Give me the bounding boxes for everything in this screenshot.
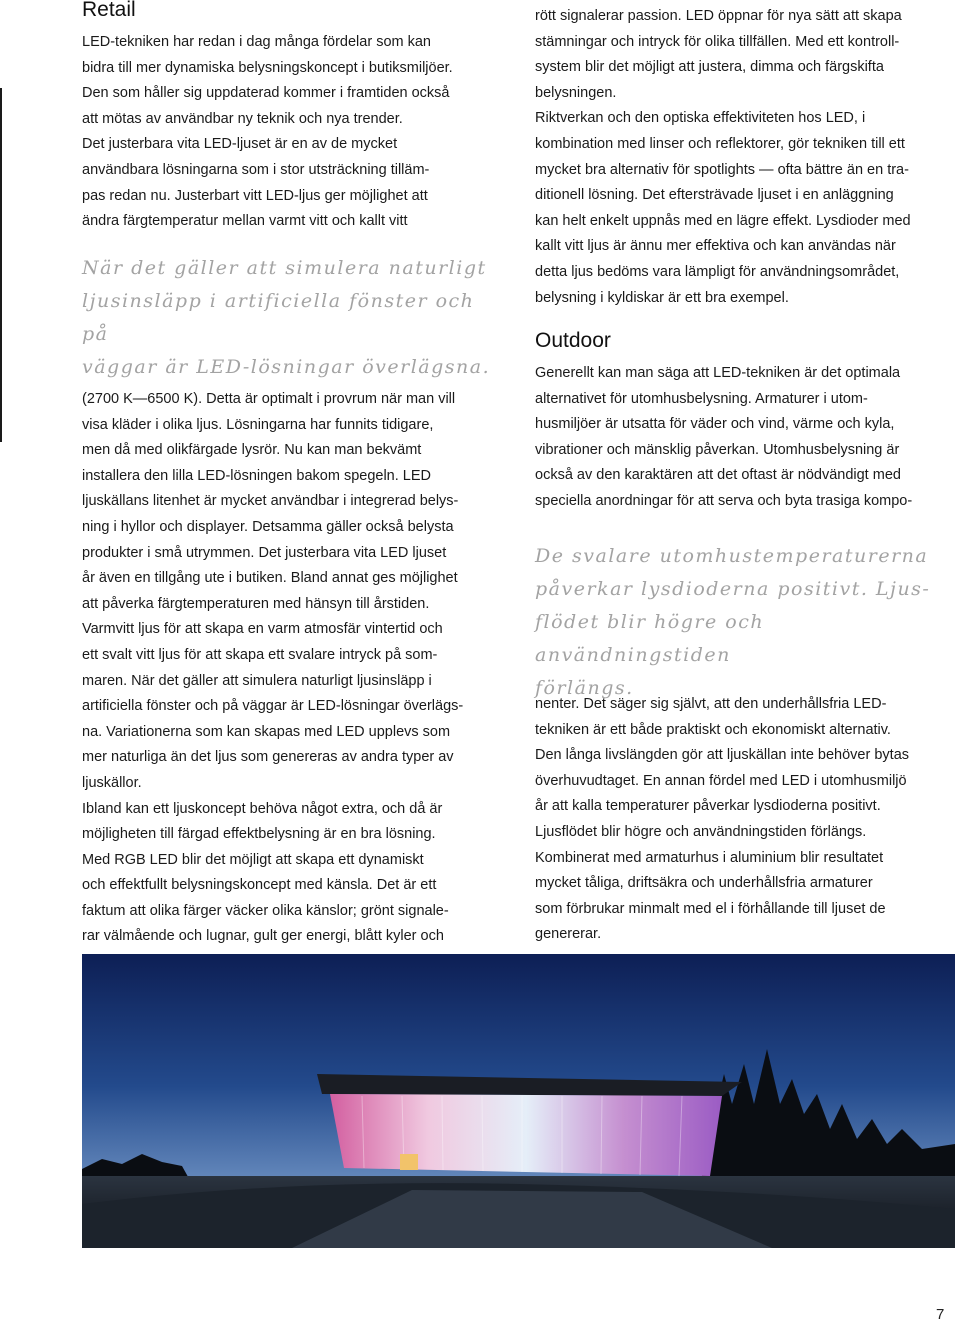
page-number: 7 [936,1306,945,1323]
retail-paragraph-3: rött signalerar passion. LED öppnar för nya sätt att skapa stämningar och intryck för olika tillfällen. Med ett kontroll- system blir det möjligt att justera, dimma och färgskifta belysningen. Riktverkan och den optiska effektiviteten hos LED, i kombination med linser och reflektorer, gör tekniken till ett mycket bra alternativ för spotlights — ofta bättre än en tra- ditionell lösning. Det eftersträvade ljuset i en anläggning kan helt enkelt uppnås med en lägre effekt. Lysdioder med kallt vitt ljus är ännu mer effektiva och kan användas när detta ljus bedöms vara lämpligt för användningsområdet, belysning i kyldiskar är ett bra exempel. [535,8,911,306]
outdoor-paragraph-2: nenter. Det säger sig självt, att den underhållsfria LED- tekniken är ett både praktiskt och ekonomiskt alternativ. Den långa livslängden gör att ljuskällan inte behöver bytas överhuvudtaget. En annan fördel med LED i utomhusmiljö år att kalla temperaturer påverkar lysdioderna positivt. Ljusflödet blir högre och användningstiden förlängs. Kombinerat med armaturhus i aluminium blir resultatet mycket tåliga, driftsäkra och underhållsfria armaturer som förbrukar minmalt med el i förhållande till ljuset de genererar. [535,696,910,943]
retail-paragraph-2: (2700 K—6500 K). Detta är optimalt i provrum när man vill visa kläder i olika ljus. Lösningarna har funnits tidigare, men då med olikfärgade lysrör. Nu kan man bekvämt installera den lilla LED-lösningen bakom spegeln. LED ljuskällans litenhet är mycket användbar i integrerad belys- ning i hyllor och displayer. Detsamma gäller också belysta produkter i små utrymmen. Det justerbara vita LED ljuset år även en tillgång ute i butiken. Bland annat ges möjlighet att påverka färgtemperaturen med hänsyn till årstiden. Varmvitt ljus för att skapa en varm atmosfär vintertid och ett svalt vitt ljus för att skapa ett svalare intryck på som- maren. När det gäller att simulera naturligt ljusinsläpp i artificiella fönster och på väggar är LED-lösningar överlägs- na. Variationerna som kan skapas med LED upplevs som mer naturliga än det ljus som genereras av andra typer av ljuskällor. Ibland kan ett ljuskoncept behöva något extra, och då är möjligheten till färgad effektbelysning är en bra lösning. Med RGB LED blir det möjligt att skapa ett dynamiskt och effektfullt belysningskoncept med känsla. Det är ett faktum att olika färger väcker olika känslor; grönt signale- rar välmående och lugnar, gult ger energi, blått kyler och [82,391,464,945]
outdoor-heading: Outdoor [535,329,611,352]
outdoor-pull-quote: De svalare utomhustemperaturerna påverkar lysdioderna positivt. Ljus- flödet blir högre och användningstiden förlängs. [535,545,931,699]
page-edge-mark [0,88,2,442]
retail-heading: Retail [82,0,136,21]
retail-pull-quote: När det gäller att simulera naturligt ljusinsläpp i artificiella fönster och på väggar är LED-lösningar överlägsna. [82,257,491,378]
outdoor-paragraph-1: Generellt kan man säga att LED-tekniken är det optimala alternativet för utomhusbelysning. Armaturer i utom- husmiljöer är utsatta för väder och vind, värme och kyla, vibrationer och mänsklig påverkan. Utomhusbelysning är också av den karaktären att det oftast är nödvändigt med speciella anordningar för att serva och byta trasiga kompo- [535,365,913,509]
retail-paragraph-1: LED-tekniken har redan i dag många fördelar som kan bidra till mer dynamiska belysningskoncept i butiksmiljöer. Den som håller sig uppdaterad kommer i framtiden också att mötas av användbar ny teknik och nya trender. Det justerbara vita LED-ljuset är en av de mycket användbara lösningarna som i stor utsträckning tilläm- pas redan nu. Justerbart vitt LED-ljus ger möjlighet att ändra färgtemperatur mellan varmt vitt och kallt vitt [82,34,453,230]
night-building-photo [82,954,955,1248]
